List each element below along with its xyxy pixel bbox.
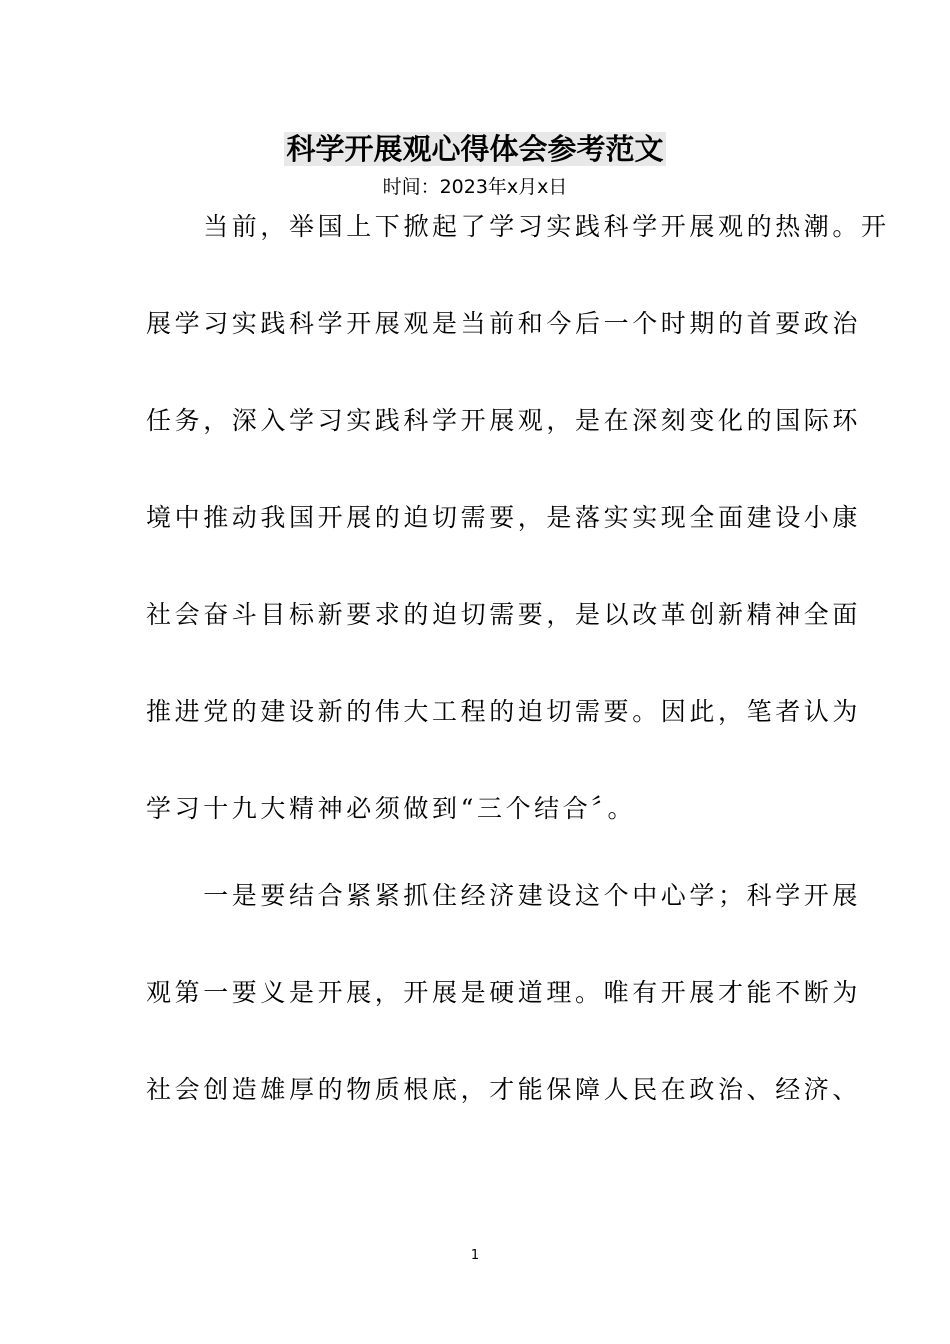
page-number: 1: [470, 1248, 480, 1263]
body-line: 展学习实践科学开展观是当前和今后一个时期的首要政治: [146, 309, 862, 338]
body-line: 社会奋斗目标新要求的迫切需要，是以改革创新精神全面: [146, 600, 862, 629]
document-date: 时间：2023年x月x日: [382, 176, 568, 198]
body-line: 当前，举国上下掀起了学习实践科学开展观的热潮。开: [146, 212, 890, 241]
body-line: 境中推动我国开展的迫切需要，是落实实现全面建设小康: [146, 503, 862, 532]
document-title: [0, 127, 950, 171]
body-line: 学习十九大精神必须做到“三个结合〞。: [146, 794, 637, 823]
document-title-text: 科学开展观心得体会参考范文: [286, 132, 664, 166]
body-line: 任务，深入学习实践科学开展观，是在深刻变化的国际环: [146, 406, 862, 435]
body-line: 社会创造雄厚的物质根底，才能保障人民在政治、经济、: [146, 1075, 862, 1104]
body-line: 推进党的建设新的伟大工程的迫切需要。因此，笔者认为: [146, 697, 862, 726]
body-line: 观第一要义是开展，开展是硬道理。唯有开展才能不断为: [146, 978, 862, 1007]
body-line: 一是要结合紧紧抓住经济建设这个中心学；科学开展: [146, 881, 862, 910]
